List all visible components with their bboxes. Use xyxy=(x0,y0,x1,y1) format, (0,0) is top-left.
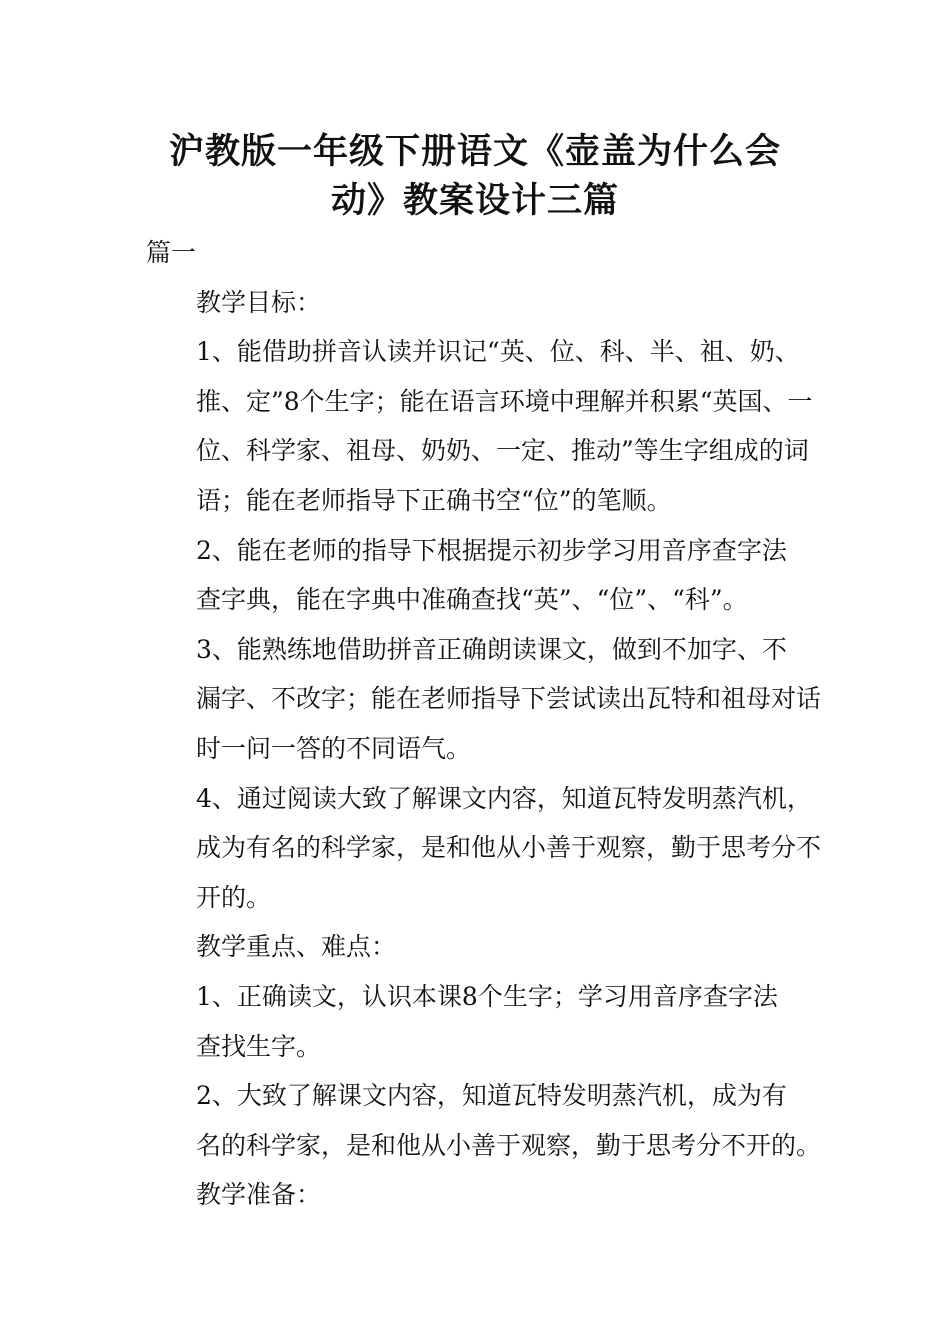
paragraph-line: 2、大致了解课文内容，知道瓦特发明蒸汽机，成为有 xyxy=(196,1081,787,1111)
paragraph-line: 语；能在老师指导下正确书空“位”的笔顺。 xyxy=(196,485,672,515)
paragraph-line: 查字典，能在字典中准确查找“英”、“位”、“科”。 xyxy=(196,585,748,615)
document-title-line-1: 沪教版一年级下册语文《壶盖为什么会 xyxy=(168,132,781,172)
paragraph-line: 教学目标： xyxy=(196,287,322,317)
paragraph-line: 3、能熟练地借助拼音正确朗读课文，做到不加字、不 xyxy=(196,634,787,664)
paragraph-line: 漏字、不改字；能在老师指导下尝试读出瓦特和祖母对话 xyxy=(196,684,822,714)
paragraph-goal-2 xyxy=(146,526,836,625)
paragraph-key-point-1 xyxy=(146,972,836,1071)
paragraph-line: 位、科学家、祖母、奶奶、一定、推动”等生字组成的词 xyxy=(196,436,809,466)
paragraph-line: 推、定”8个生字；能在语言环境中理解并积累“英国、一 xyxy=(196,386,813,416)
paragraph-line: 1、正确读文，认识本课8个生字；学习用音序查字法 xyxy=(196,981,778,1011)
document-body xyxy=(146,228,836,1220)
paragraph-preparation-heading xyxy=(146,1170,836,1220)
paragraph-line: 名的科学家，是和他从小善于观察，勤于思考分不开的。 xyxy=(196,1130,822,1160)
paragraph-line: 成为有名的科学家，是和他从小善于观察，勤于思考分不 xyxy=(196,833,822,863)
paragraph-line: 教学准备： xyxy=(196,1180,322,1210)
document-title-line-2: 动》教案设计三篇 xyxy=(330,181,619,221)
paragraph-line: 2、能在老师的指导下根据提示初步学习用音序查字法 xyxy=(196,535,787,565)
paragraph-line: 4、通过阅读大致了解课文内容，知道瓦特发明蒸汽机， xyxy=(196,783,812,813)
paragraph-line: 时一问一答的不同语气。 xyxy=(196,733,472,763)
paragraph-goal-1 xyxy=(146,327,836,525)
paragraph-teaching-goals-heading xyxy=(146,278,836,328)
paragraph-goal-4 xyxy=(146,774,836,923)
paragraph-key-points-heading xyxy=(146,922,836,972)
paragraph-goal-3 xyxy=(146,625,836,774)
paragraph-line: 开的。 xyxy=(196,882,272,912)
paragraph-line: 1、能借助拼音认读并识记“英、位、科、半、祖、奶、 xyxy=(196,337,800,367)
paragraph-key-point-2 xyxy=(146,1071,836,1170)
paragraph-line: 查找生字。 xyxy=(196,1031,322,1061)
paragraph-line: 教学重点、难点： xyxy=(196,932,397,962)
section-label: 篇一 xyxy=(146,238,197,267)
